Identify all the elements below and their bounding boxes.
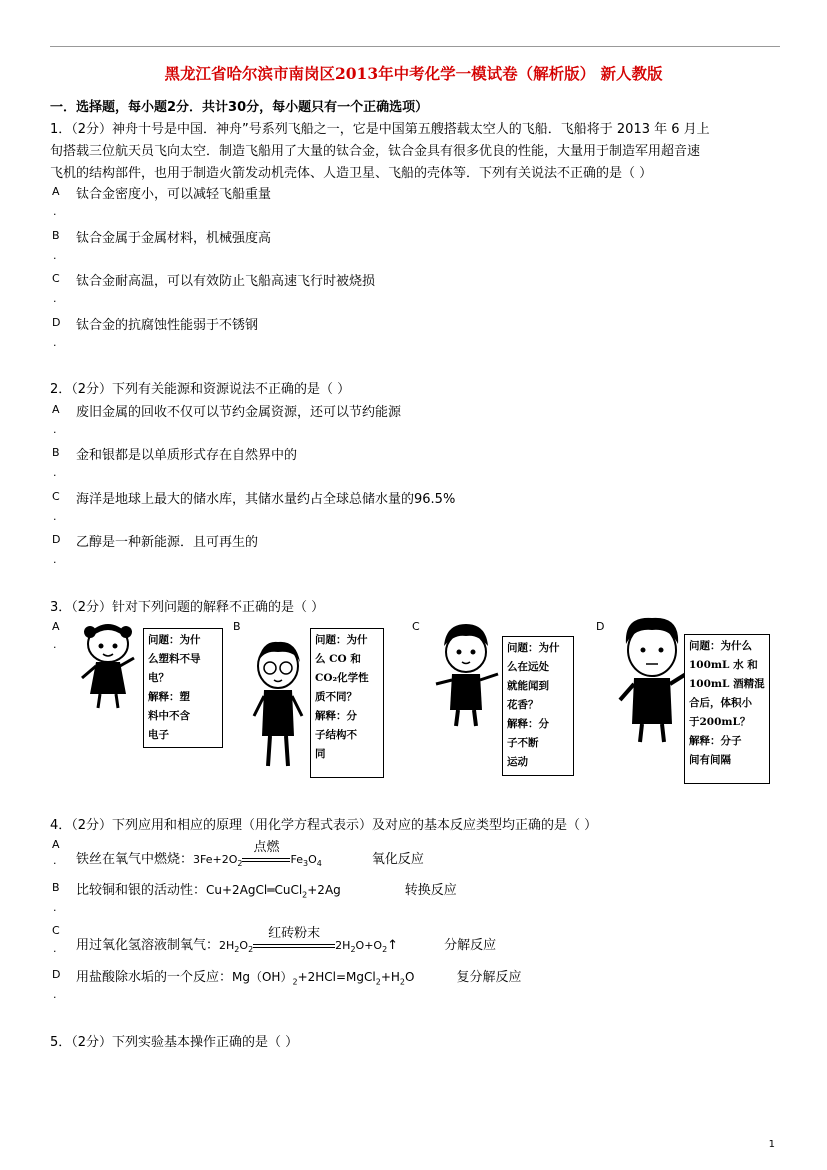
q1-stem-line3: 飞机的结构部件，也用于制造火箭发动机壳体、人造卫星、飞船的壳体等．下列有关说法不正确的是（ ） [50, 166, 653, 181]
q2-option-d-letter: D [52, 533, 61, 546]
q2-option-b-dot: . [53, 466, 57, 479]
page-number: 1 [768, 1139, 775, 1150]
q4-option-b-letter: B [52, 881, 60, 894]
cartoon-girl-icon [76, 622, 146, 712]
q3-option-c-letter[interactable]: C [412, 620, 420, 633]
q5-stem: 5．（2分）下列实验基本操作正确的是（ ） [50, 1035, 299, 1050]
cartoon-boy-cap-icon [432, 620, 504, 730]
q2-option-b-text[interactable]: 金和银都是以单质形式存在自然界中的 [76, 448, 298, 463]
q4-option-d-text[interactable]: 用盐酸除水垢的一个反应：$Mg(OH)_2+2HCl=MgCl_2+H_2O$ 复分解反应 [76, 970, 522, 987]
page-title: 黑龙江省哈尔滨市南岗区2013年中考化学一模试卷（解析版） 新人教版 [164, 64, 663, 83]
q3-option-a-dot: . [53, 638, 57, 651]
q1-option-d-letter: D [52, 316, 61, 329]
q3-option-b-bubble: 问题：为什 么 CO 和 CO₂化学性 质不同？ 解释：分 子结构不 同 [310, 628, 384, 778]
q4-option-c-text[interactable]: 用过氧化氢溶液制氧气：$2H_2O_2$ 红砖粉末 $2H_2O+O_2↑$ 分解反应 [76, 926, 497, 955]
q3-option-a-bubble: 问题：为什 么塑料不导 电？ 解释：塑 料中不含 电子 [143, 628, 223, 748]
section-heading: 一．选择题，每小题2分．共计30分，每小题只有一个正确选项） [50, 100, 429, 115]
q2-option-c-letter: C [52, 490, 60, 503]
q1-option-c-dot: . [53, 292, 57, 305]
q1-option-c-letter: C [52, 272, 60, 285]
gas-arrow-icon: ↑ [387, 938, 399, 953]
q1-option-a-text[interactable]: 钛合金密度小，可以减轻飞船重量 [76, 187, 272, 202]
q4-option-c-letter: C [52, 924, 60, 937]
q2-option-d-text[interactable]: 乙醇是一种新能源．且可再生的 [76, 535, 259, 550]
q1-option-d-dot: . [53, 336, 57, 349]
q1-option-a-dot: . [53, 205, 57, 218]
q1-option-b-dot: . [53, 249, 57, 262]
q2-option-a-letter: A [52, 403, 60, 416]
q2-option-a-dot: . [53, 423, 57, 436]
q1-option-a-letter: A [52, 185, 60, 198]
q3-option-d-bubble: 问题：为什么 100mL 水 和 100mL 酒精混 合后，体积小 于200mL？ 解释：分子 间有间隔 [684, 634, 770, 784]
cartoon-boy-glasses-icon [250, 640, 310, 775]
q1-option-b-text[interactable]: 钛合金属于金属材料，机械强度高 [76, 231, 272, 246]
q4-option-a-text[interactable]: 铁丝在氧气中燃烧：$3Fe+2O_2$ 点燃 $Fe_3O_4$ 氧化反应 [76, 840, 424, 869]
q2-option-a-text[interactable]: 废旧金属的回收不仅可以节约金属资源，还可以节约能源 [76, 405, 402, 420]
q3-stem: 3．（2分）针对下列问题的解释不正确的是（ ） [50, 600, 325, 615]
q3-option-c-bubble: 问题：为什 么在远处 就能闻到 花香？ 解释：分 子不断 运动 [502, 636, 574, 776]
q1-stem-line1: 1．（2分）神舟十号是中国．神舟”号系列飞船之一，它是中国第五艘搭载太空人的飞船．飞船将于 2013 年 6 月上 [50, 122, 710, 137]
q4-option-a-letter: A [52, 838, 60, 851]
header-rule [50, 46, 780, 47]
q2-option-b-letter: B [52, 446, 60, 459]
q4-option-b-text[interactable]: 比较铜和银的活动性：Cu+2AgCl═CuCl$_2$+2Ag 转换反应 [76, 883, 457, 900]
q2-option-d-dot: . [53, 553, 57, 566]
q4-stem: 4．（2分）下列应用和相应的原理（用化学方程式表示）及对应的基本反应类型均正确的是（ ） [50, 818, 598, 833]
condition-catalyst: 红砖粉末 [253, 938, 335, 953]
q1-stem-line2: 旬搭载三位航天员飞向太空．制造飞船用了大量的钛合金，钛合金具有很多优良的性能，大量用于制造军用超音速 [50, 144, 701, 159]
q4-option-b-dot: . [53, 901, 57, 914]
q1-option-c-text[interactable]: 钛合金耐高温，可以有效防止飞船高速飞行时被烧损 [76, 274, 376, 289]
q4-option-c-dot: . [53, 942, 57, 955]
q2-option-c-dot: . [53, 510, 57, 523]
q4-option-a-dot: . [53, 854, 57, 867]
q2-option-c-text[interactable]: 海洋是地球上最大的储水库，其储水量约占全球总储水量的96.5% [76, 492, 456, 507]
q4-option-d-letter: D [52, 968, 61, 981]
q3-option-d-letter[interactable]: D [596, 620, 605, 633]
q1-option-b-letter: B [52, 229, 60, 242]
q4-option-d-dot: . [53, 988, 57, 1001]
q1-option-d-text[interactable]: 钛合金的抗腐蚀性能弱于不锈钢 [76, 318, 259, 333]
cartoon-man-icon [614, 614, 690, 746]
condition-ignite: 点燃 [242, 852, 290, 867]
q2-stem: 2．（2分）下列有关能源和资源说法不正确的是（ ） [50, 382, 351, 397]
q3-option-a-letter[interactable]: A [52, 620, 60, 633]
q3-option-b-letter[interactable]: B [233, 620, 241, 633]
